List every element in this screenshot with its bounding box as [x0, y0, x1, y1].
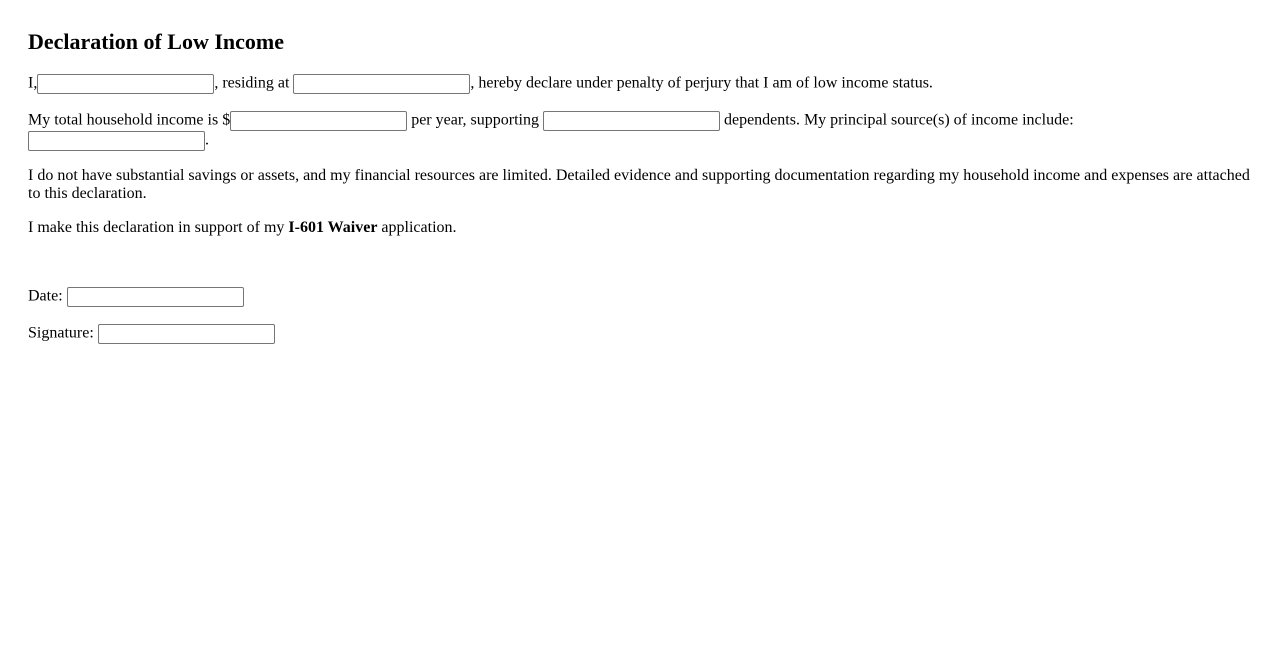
dependents-input[interactable] [543, 111, 720, 131]
income-paragraph [28, 111, 1250, 151]
income-input[interactable] [230, 111, 407, 131]
support-prefix: I make this declaration in support of my [28, 219, 285, 236]
income-sources-period: . [205, 131, 209, 149]
signature-label: Signature: [28, 324, 94, 342]
name-input[interactable] [37, 74, 214, 94]
address-input[interactable] [293, 74, 470, 94]
assets-paragraph: I do not have substantial savings or assets, and my financial resources are limited. Detailed evidence and supporting documentation regarding my household income and expenses are attached to this declaration. [28, 167, 1250, 202]
date-input[interactable] [67, 287, 244, 307]
waiver-name: I-601 Waiver [288, 219, 378, 236]
declarant-prefix: I, [28, 74, 38, 92]
declarant-paragraph [28, 74, 1250, 94]
signature-input[interactable] [98, 324, 275, 344]
signature-row [28, 324, 1250, 344]
support-paragraph [28, 219, 1250, 237]
page-title: Declaration of Low Income [28, 29, 285, 54]
income-prefix: My total household income is $ [28, 111, 231, 129]
support-suffix: application. [381, 219, 457, 236]
declaration-text: , hereby declare under penalty of perjury that I am of low income status. [470, 74, 933, 92]
income-sources-input[interactable] [28, 131, 205, 151]
income-sources-text: dependents. My principal source(s) of income include: [723, 111, 1074, 129]
per-year-text: per year, supporting [411, 111, 539, 129]
residing-text: , residing at [214, 74, 290, 92]
date-row [28, 287, 1250, 307]
date-label: Date: [28, 287, 63, 305]
